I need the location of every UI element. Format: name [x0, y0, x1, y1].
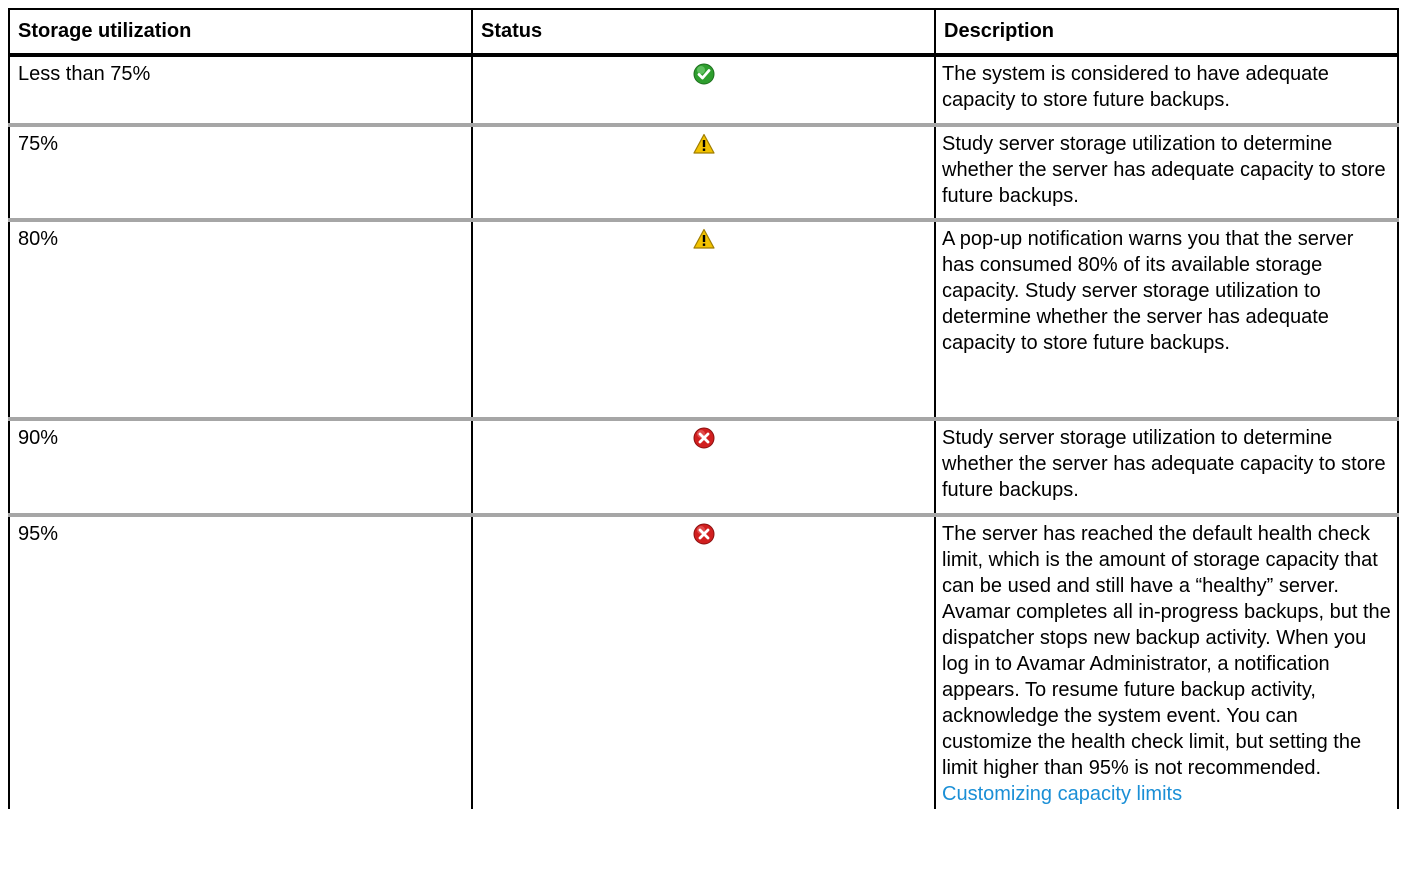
table-row — [9, 515, 1398, 809]
table-row — [9, 220, 1398, 419]
table-header-row — [9, 9, 1398, 55]
description-cell — [935, 515, 1398, 809]
table-row — [9, 419, 1398, 515]
error-x-icon — [693, 523, 715, 545]
status-cell — [472, 419, 935, 515]
utilization-cell: Less than 75% — [9, 55, 472, 125]
description-cell: Study server storage utilization to determine whether the server has adequate capacity to store future backups. — [935, 419, 1398, 515]
status-cell — [472, 515, 935, 809]
warning-triangle-icon — [693, 228, 715, 250]
customizing-capacity-limits-link[interactable]: Customizing capacity limits — [942, 783, 1183, 805]
description-cell: A pop-up notification warns you that the server has consumed 80% of its available storage capacity. Study server storage utilization to determine whether the server has adequate capacity to store future backups. — [935, 220, 1398, 419]
error-x-icon — [693, 427, 715, 449]
status-cell — [472, 125, 935, 220]
ok-check-icon — [693, 63, 715, 85]
utilization-cell: 80% — [9, 220, 472, 419]
storage-utilization-table — [8, 8, 1399, 809]
utilization-cell: 90% — [9, 419, 472, 515]
table-row — [9, 55, 1398, 125]
utilization-cell: 75% — [9, 125, 472, 220]
header-status: Status — [472, 9, 935, 55]
utilization-cell: 95% — [9, 515, 472, 809]
table-row — [9, 125, 1398, 220]
warning-triangle-icon — [693, 133, 715, 155]
description-cell: Study server storage utilization to determine whether the server has adequate capacity to store future backups. — [935, 125, 1398, 220]
status-cell — [472, 220, 935, 419]
header-storage-utilization: Storage utilization — [9, 9, 472, 55]
header-description: Description — [935, 9, 1398, 55]
description-text: The server has reached the default health check limit, which is the amount of storage capacity that can be used and still have a “healthy” server. Avamar completes all in-progress backups, but the dispatcher stops new backup activity. When you log in to Avamar Administrator, a notification appears. To resume future backup activity, acknowledge the system event. You can customize the health check limit, but setting the limit higher than 95% is not recommended. — [942, 523, 1391, 779]
description-cell: The system is considered to have adequate capacity to store future backups. — [935, 55, 1398, 125]
status-cell — [472, 55, 935, 125]
